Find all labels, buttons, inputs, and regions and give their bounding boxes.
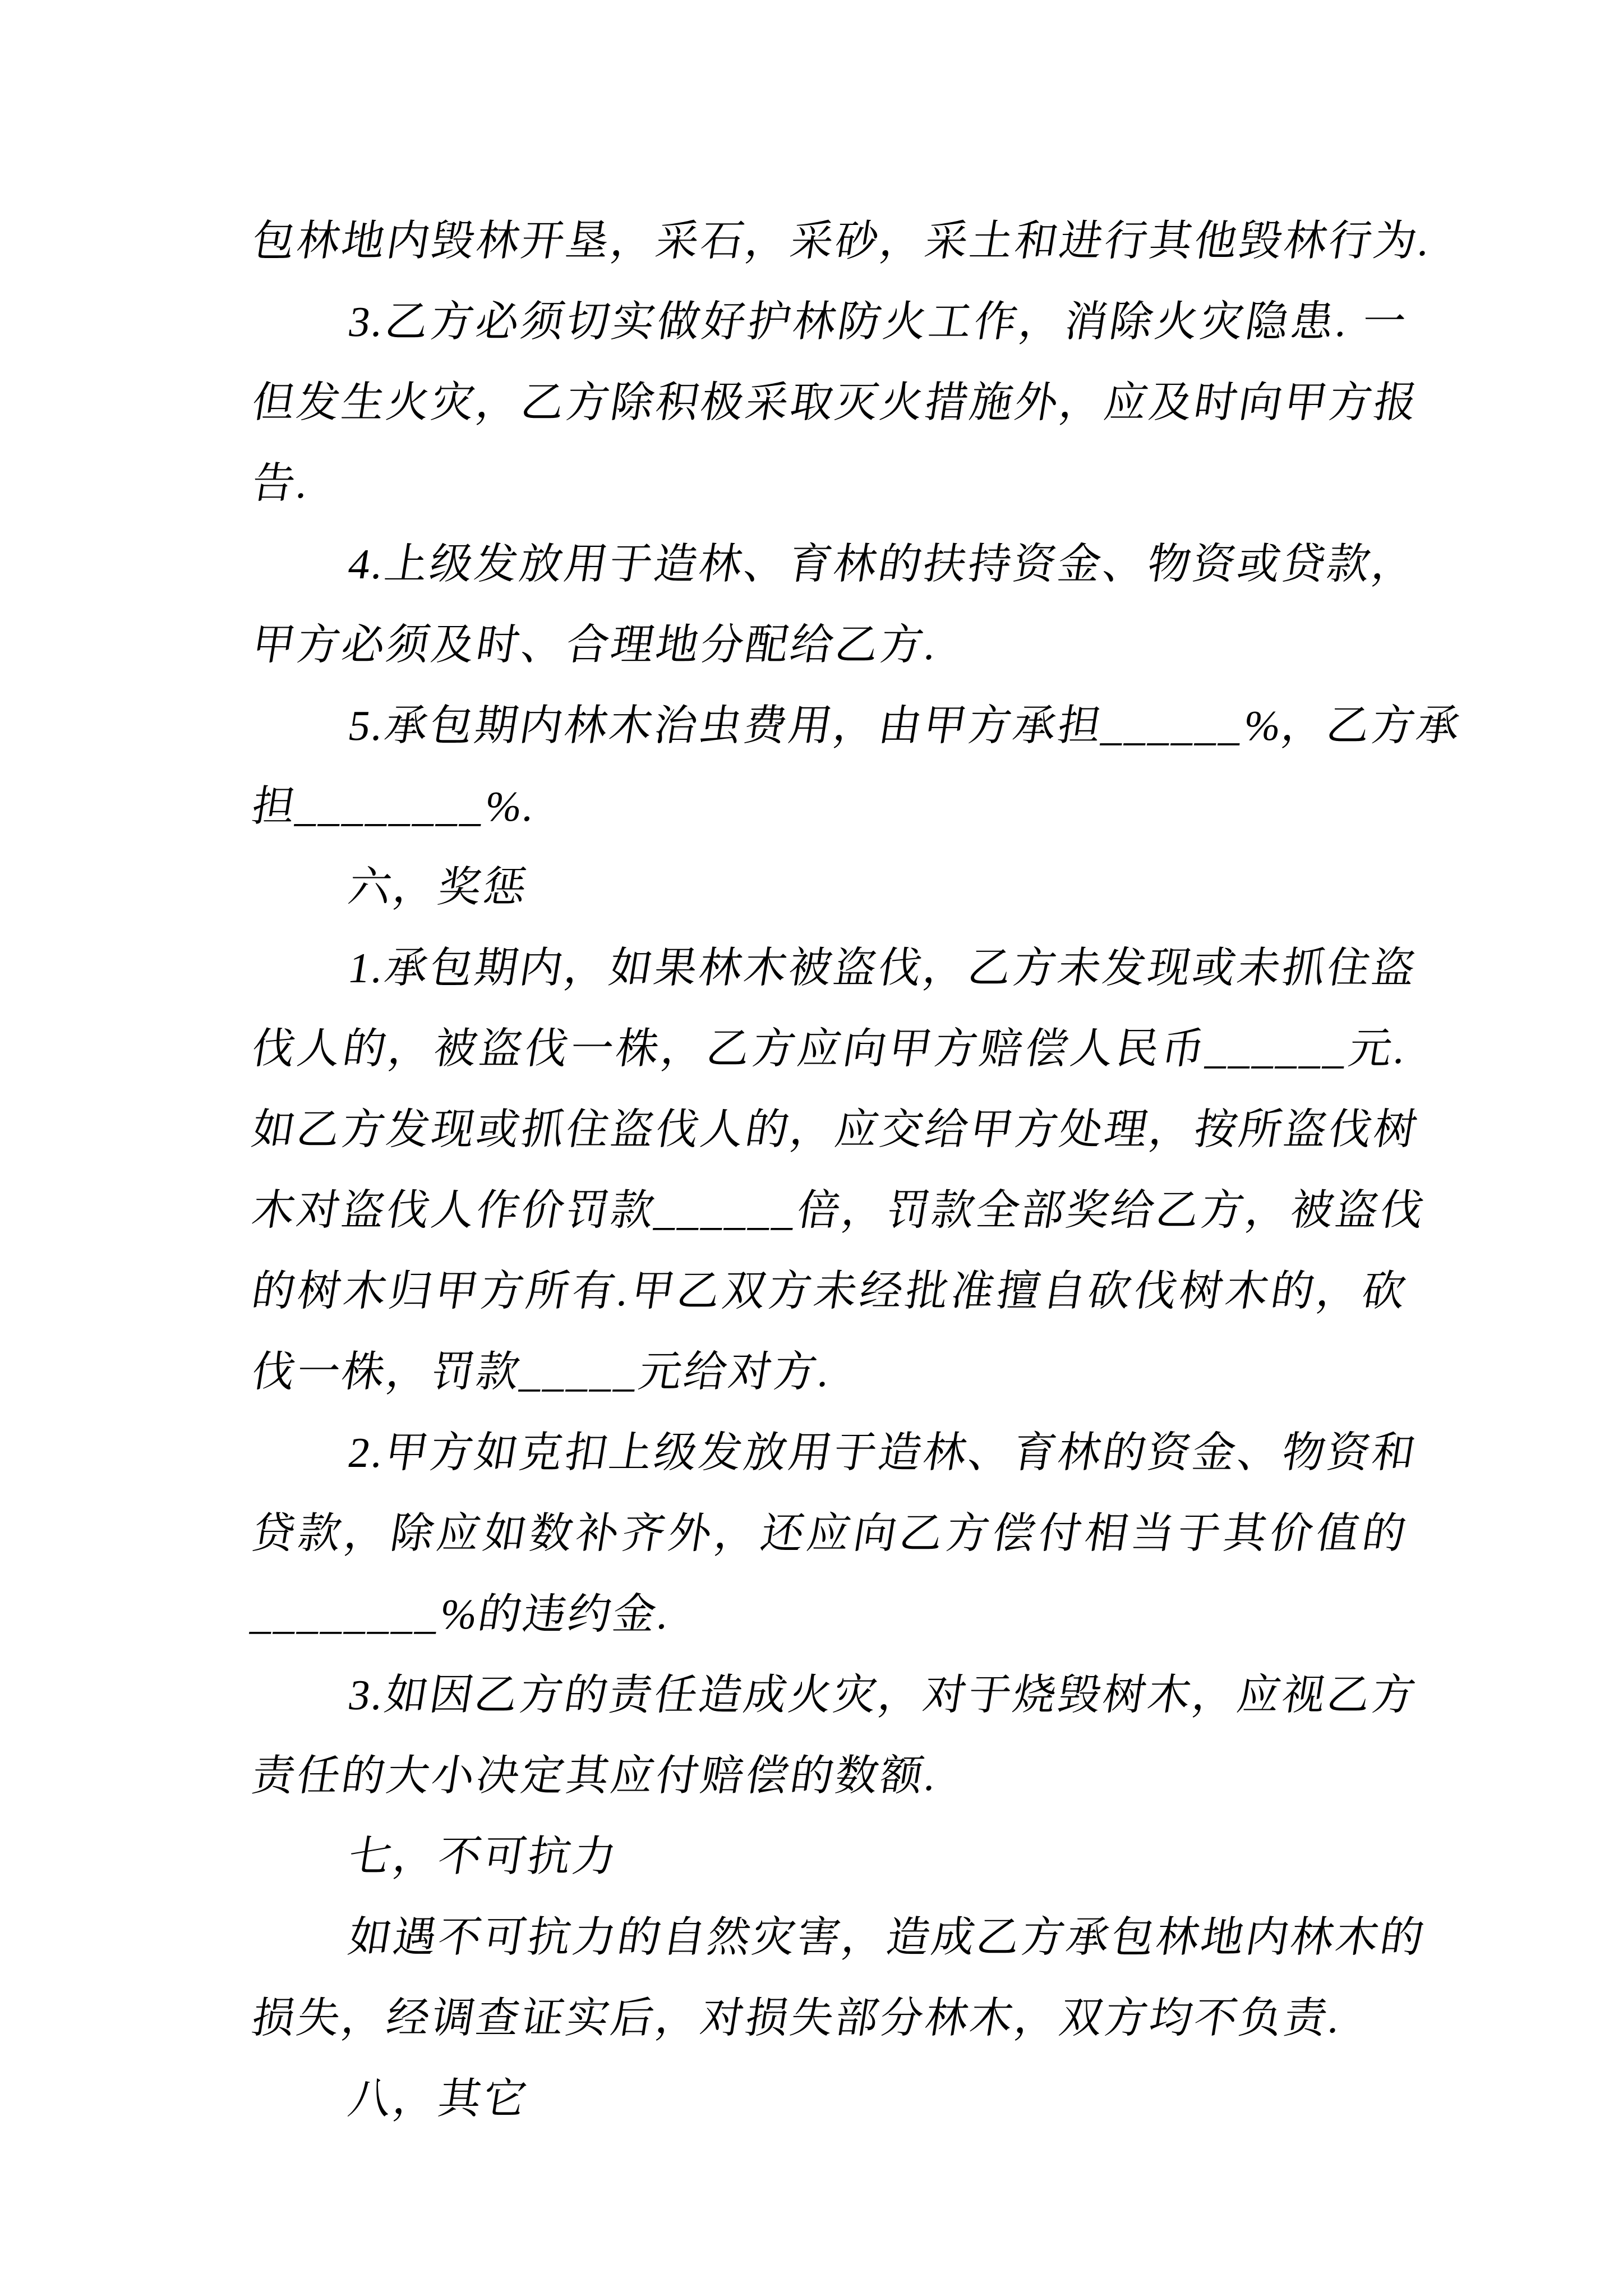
text-line: 六，奖惩 xyxy=(345,864,532,911)
text-line: 5.承包期内林木治虫费用，由甲方承担______%，乙方承 xyxy=(345,702,1465,749)
text-line: 损失，经调查证实后，对损失部分林木，双方均不负责. xyxy=(248,1995,1346,2042)
text-line: ________%的违约金. xyxy=(248,1591,675,1638)
text-line: 1.承包期内，如果林木被盗伐，乙方未发现或未抓住盗 xyxy=(345,945,1421,992)
text-line: 告. xyxy=(248,460,314,507)
text-line: 贷款，除应如数补齐外，还应向乙方偿付相当于其价值的 xyxy=(248,1510,1412,1557)
text-line: 2.甲方如克扣上级发放用于造林、育林的资金、物资和 xyxy=(345,1429,1421,1476)
text-line: 担________%. xyxy=(248,783,540,830)
text-line: 包林地内毁林开垦，采石，采砂，采土和进行其他毁林行为. xyxy=(248,218,1436,265)
text-line: 甲方必须及时、合理地分配给乙方. xyxy=(248,622,942,669)
text-line: 伐一株，罚款_____元给对方. xyxy=(248,1349,836,1396)
text-line: 4.上级发放用于造林、育林的扶持资金、物资或贷款， xyxy=(345,541,1421,588)
text-line: 八，其它 xyxy=(345,2076,532,2123)
text-line: 的树木归甲方所有.甲乙双方未经批准擅自砍伐树木的，砍 xyxy=(248,1268,1412,1315)
text-line: 3.如因乙方的责任造成火灾，对于烧毁树木，应视乙方 xyxy=(345,1672,1421,1719)
text-line: 如遇不可抗力的自然灾害，造成乙方承包林地内林木的 xyxy=(345,1914,1430,1961)
text-line: 但发生火灾，乙方除积极采取灭火措施外，应及时向甲方报 xyxy=(248,379,1423,426)
text-block xyxy=(248,201,1465,2139)
text-line: 木对盗伐人作价罚款______倍，罚款全部奖给乙方，被盗伐 xyxy=(248,1187,1430,1234)
text-line: 如乙方发现或抓住盗伐人的，应交给甲方处理，按所盗伐树 xyxy=(248,1106,1423,1153)
text-line: 伐人的，被盗伐一株，乙方应向甲方赔偿人民币______元. xyxy=(248,1025,1412,1073)
text-line: 七，不可抗力 xyxy=(345,1833,622,1880)
text-line: 3.乙方必须切实做好护林防火工作，消除火灾隐患. 一 xyxy=(345,298,1412,346)
text-line: 责任的大小决定其应付赔偿的数额. xyxy=(248,1752,942,1800)
